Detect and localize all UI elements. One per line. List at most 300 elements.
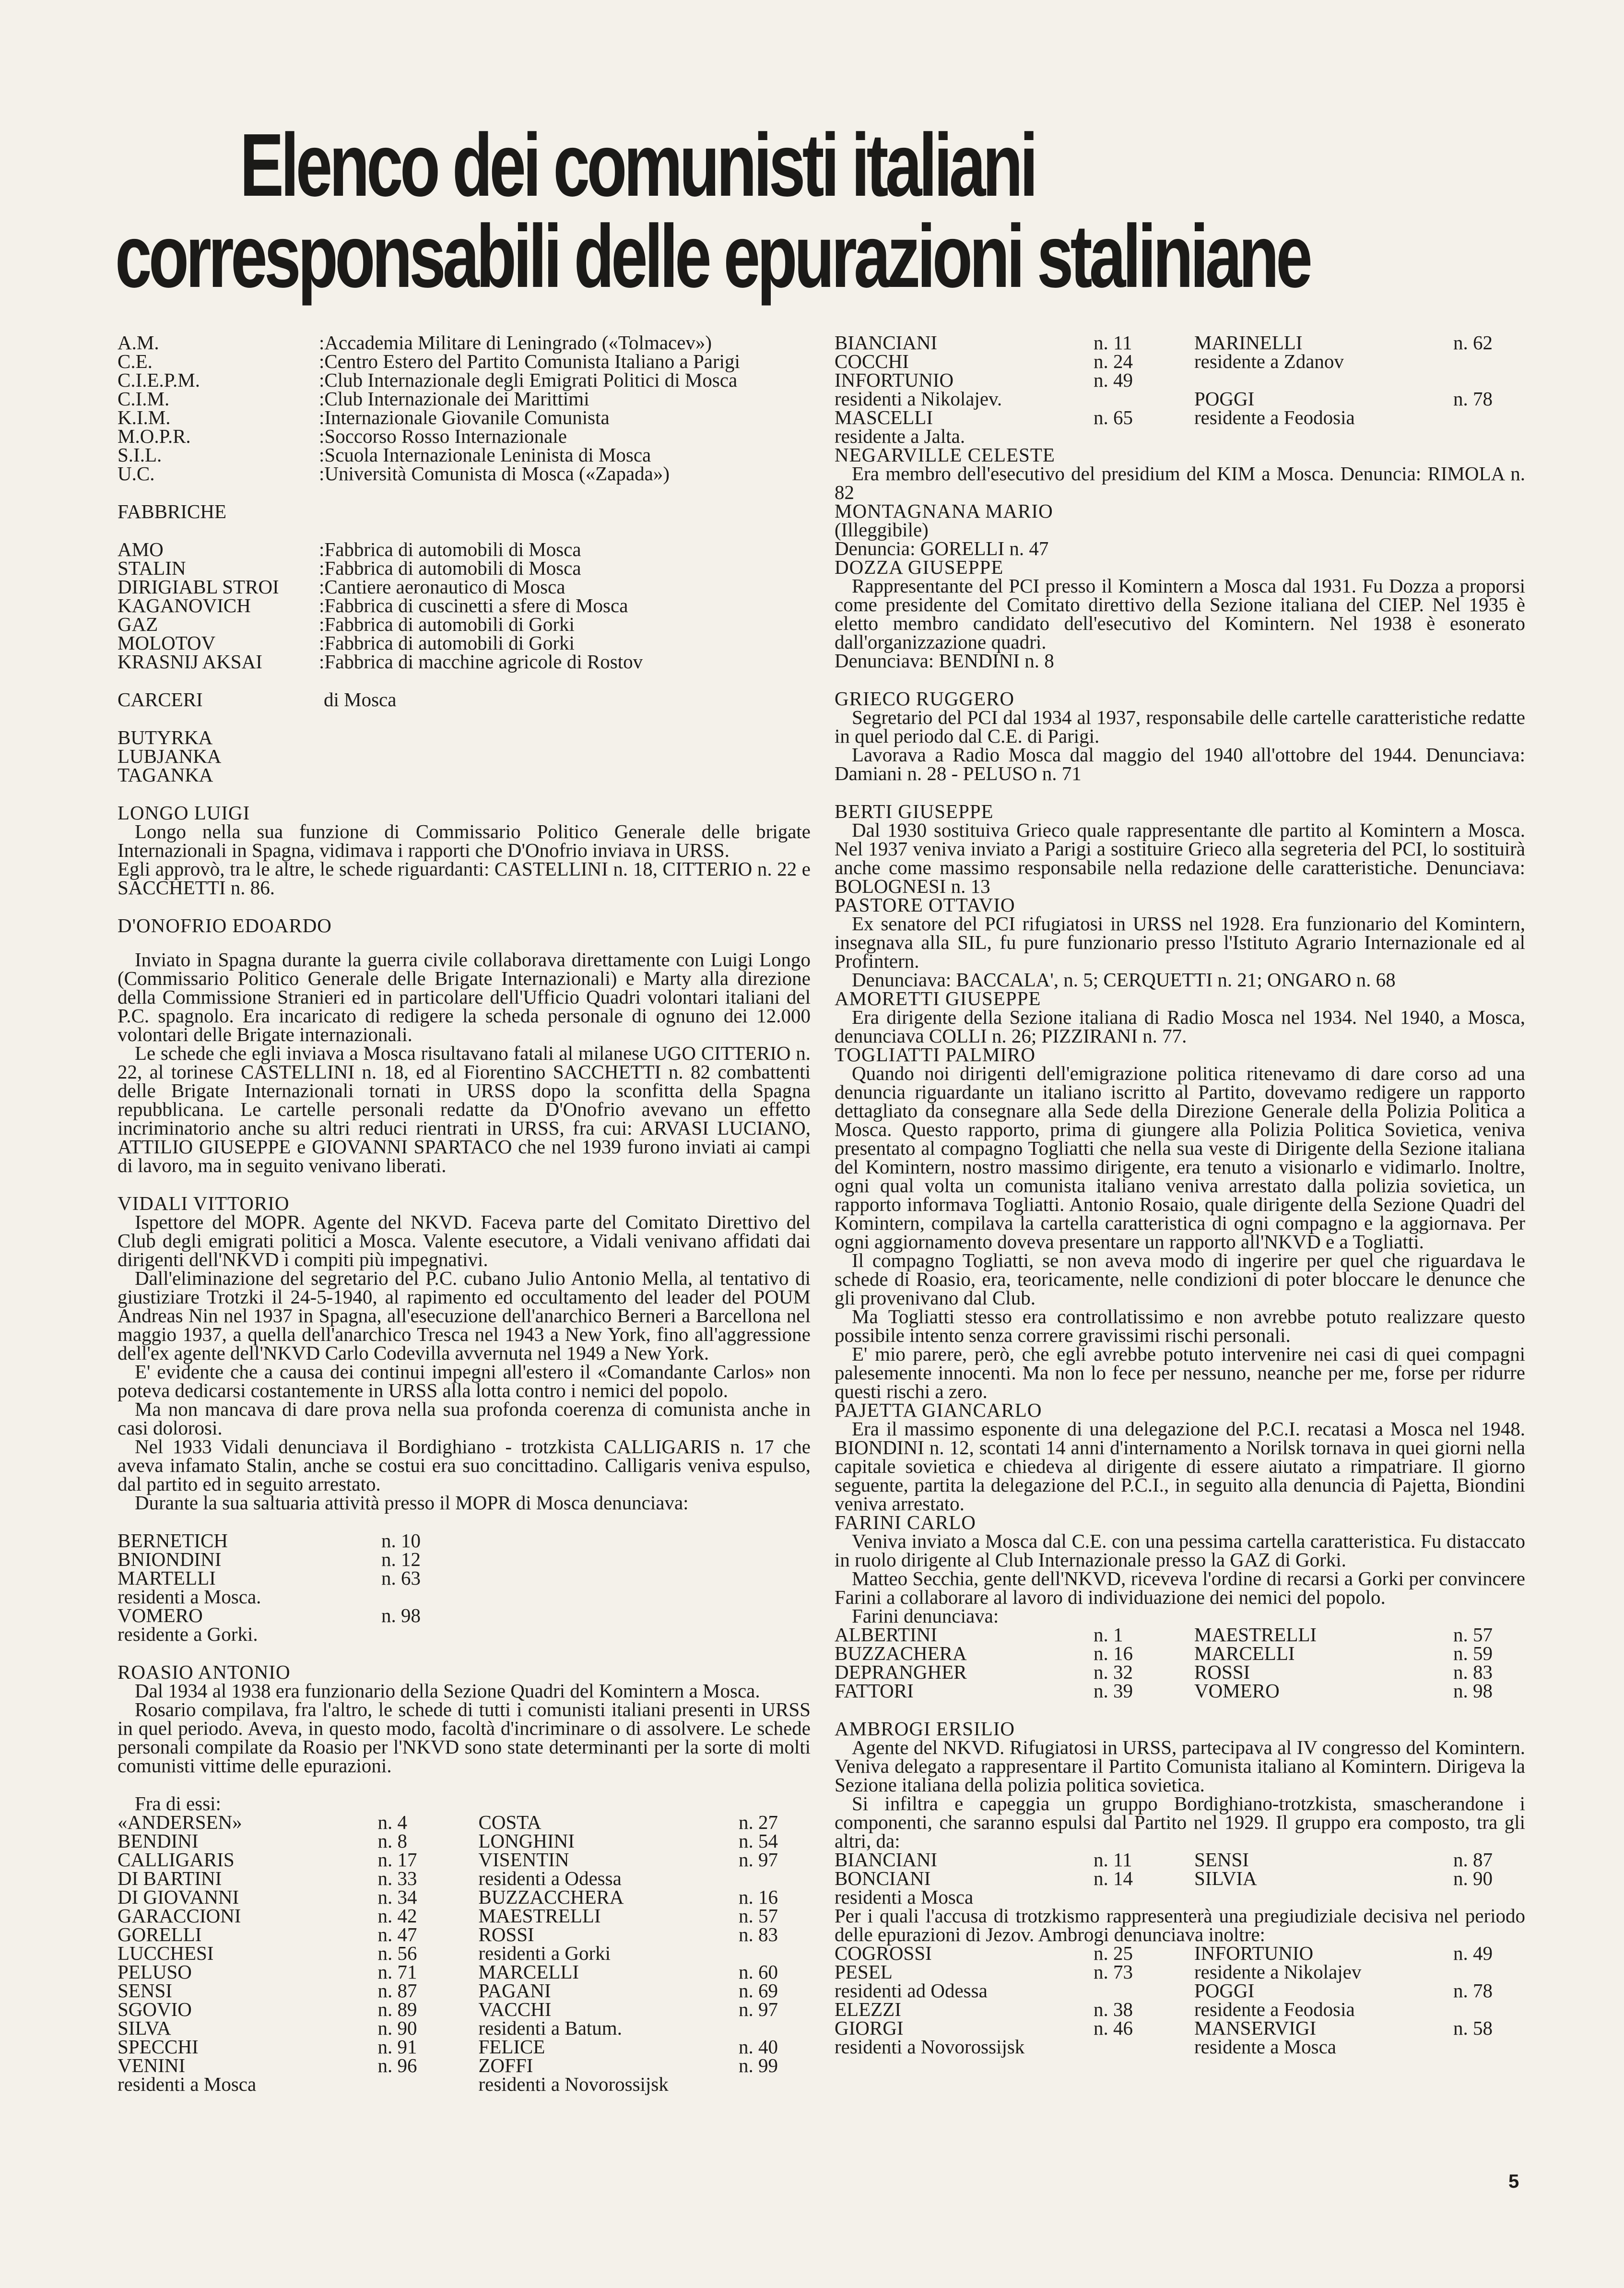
list-item [118, 2038, 450, 2056]
list-item-key: C.I.E.P.M. [118, 369, 200, 391]
entry-text: Fra di essi: [135, 1792, 221, 1814]
list-item [835, 1682, 1165, 1700]
list-item-number: n. 16 [1094, 1642, 1133, 1664]
list-item-number: n. 34 [377, 1886, 417, 1908]
list-item-name: BIANCIANI [835, 1849, 938, 1871]
list-item-name: ALBERTINI [835, 1624, 937, 1646]
list-item-value: :Internazionale Giovanile Comunista [319, 406, 610, 428]
list-item-name: ELEZZI [835, 1998, 901, 2020]
list-item-value: :Club Internazionale degli Emigrati Politici di Mosca [319, 369, 738, 391]
list-item-number: n. 97 [739, 1998, 778, 2020]
list-item-value: :Soccorso Rosso Internazionale [319, 425, 567, 447]
list-item [1194, 2000, 1525, 2019]
list-item-name: BUZZACHERA [835, 1642, 967, 1664]
entry-berti [835, 802, 1525, 896]
entry-amoretti [835, 989, 1525, 1045]
list-item-name: DI GIOVANNI [118, 1886, 239, 1908]
list-item-name: residenti a Mosca. [118, 1586, 261, 1608]
list-item-number: n. 60 [739, 1961, 778, 1983]
list-item-key: A.M. [118, 332, 159, 354]
list-item-name: PELUSO [118, 1961, 192, 1983]
entry-text: Le schede che egli inviava a Mosca risultavano fatali al milanese UGO CITTERIO n. 22, al torinese CASTELLINI n. 18, ed al Fiorentino SACCHETTI n. 82 combattenti delle Brigate Internazionali tornati in URSS dopo la sconfitta della Spagna repubblicana. Le cartelle personali redatte da D'Onofrio avevano un effetto incriminatorio anche su altri reduci rientrati in URSS, fra cui: ARVASI LUCIANO, ATTILIO GIUSEPPE e GIOVANNI SPARTACO che nel 1939 furono inviati ai campi di lavoro, ma in seguito venivano liberati. [118, 1042, 811, 1176]
entry-name: AMBROGI ERSILIO [835, 1718, 1015, 1740]
list-item-name: SILVA [118, 2017, 171, 2039]
list-item-value: :Fabbrica di automobili di Gorki [319, 632, 575, 654]
entry-text: Agente del NKVD. Rifugiatosi in URSS, partecipava al IV congresso del Komintern. Veniva delegato a rappresentare il Partito Comunista italiano al Komintern. Dirigeva la Sezione italiana della polizia politica sovietica. [835, 1736, 1525, 1796]
entry-text: Durante la sua saltuaria attività presso il MOPR di Mosca denunciava: [135, 1492, 689, 1514]
list-item-name: LUCCHESI [118, 1942, 214, 1964]
entry-text: Per i quali l'accusa di trotzkismo rappresenterà una pregiudiziale decisiva nel periodo delle epurazioni di Jezov. Ambrogi denunciava inoltre: [835, 1905, 1525, 1945]
list-item [118, 2000, 450, 2019]
farini-lists [835, 1625, 1525, 1700]
entry-text: Ma Togliatti stesso era controllatissimo e non avrebbe potuto realizzare questo possibile intento senza correre gravissimi rischi personali. [835, 1305, 1525, 1346]
list-item-number: n. 90 [1453, 1867, 1493, 1889]
list-item [1194, 1663, 1525, 1682]
ambrogi-list-1b [1194, 1850, 1525, 1907]
list-item-key: AMO [118, 538, 164, 560]
list-item [118, 2056, 450, 2075]
fabbriche-list [118, 540, 811, 671]
entry-text: Denunciava: BENDINI n. 8 [835, 650, 1054, 672]
ambrogi-list-2a [835, 1944, 1165, 2056]
list-item-number: n. 98 [1453, 1680, 1493, 1702]
list-item [118, 1925, 450, 1944]
left-column [118, 333, 811, 2094]
list-item-name: BNIONDINI [118, 1548, 222, 1570]
right-column [835, 333, 1525, 2056]
list-item-name: ROSSI [478, 1923, 534, 1945]
list-item [1194, 1625, 1525, 1644]
list-item-name: SENSI [1194, 1849, 1249, 1871]
list-item [118, 1531, 453, 1550]
list-item-number: n. 73 [1094, 1961, 1133, 1983]
entry-name: MONTAGNANA MARIO [835, 500, 1053, 522]
headline [115, 116, 1535, 321]
list-item-name: residenti a Mosca [118, 2073, 257, 2095]
list-item-name: MAESTRELLI [1194, 1624, 1317, 1646]
list-item [118, 1850, 450, 1869]
list-item-number: n. 96 [377, 2054, 417, 2076]
ambrogi-lists-1 [835, 1850, 1525, 1907]
list-item-key: C.I.M. [118, 388, 170, 410]
list-item-name: residente a Mosca [1194, 2036, 1336, 2058]
entry-text: Quando noi dirigenti dell'emigrazione politica ritenevamo di dare corso ad una denuncia riguardante un italiano iscritto al Partito, dovevamo redigere un rapporto dettagliato da consegnare alla Sede della Direzione Generale della Polizia Politica a Mosca. Questo rapporto, prima di giungere alla Polizia Politica Sovietica, veniva presentato al compagno Togliatti che nella sua veste di Dirigente della Sezione italiana del Komintern, nostro massimo dirigente, era tenuto a visionarlo e vidimarlo. Inoltre, ogni qual volta un comunista italiano veniva arrestato dalla polizia sovietica, un rapporto informava Togliatti. Antonio Rosaio, quale dirigente della Sezione Quadri del Komintern, compilava la cartella caratteristica di ogni compagno e la aggiornava. Per ogni aggiornamento doveva presentare un rapporto all'NKVD e a Togliatti. [835, 1062, 1525, 1253]
entry-text: Longo nella sua funzione di Commissario Politico Generale delle brigate Internazionali in Spagna, vidimava i rapporti che D'Onofrio inviava in URSS. [118, 820, 811, 861]
entry-text: Farini denunciava: [852, 1605, 999, 1627]
entry-text: Egli approvò, tra le altre, le schede riguardanti: CASTELLINI n. 18, CITTERIO n. 22 e SACCHETTI n. 86. [118, 858, 811, 899]
list-item-key: GAZ [118, 613, 158, 635]
entry-ambrogi [835, 1719, 1525, 2056]
list-item [1194, 390, 1525, 408]
list-item-name: SENSI [118, 1980, 172, 2002]
list-item-number: n. 10 [381, 1529, 421, 1552]
list-item [835, 1625, 1165, 1644]
list-item [118, 1944, 450, 1963]
list-item-value: :Università Comunista di Mosca («Zapada») [319, 462, 670, 485]
list-item-key: C.E. [118, 350, 153, 372]
list-item-number: n. 87 [1453, 1849, 1493, 1871]
entry-name: AMORETTI GIUSEPPE [835, 987, 1041, 1009]
list-item [118, 1813, 450, 1832]
list-item-name: residenti a Nikolajev. [835, 388, 1002, 410]
list-item-name: FELICE [478, 2036, 545, 2058]
list-item-key: S.I.L. [118, 444, 162, 466]
list-item [479, 1888, 811, 1907]
farini-list-a [835, 1625, 1165, 1700]
entry-name: D'ONOFRIO EDOARDO [118, 914, 332, 937]
list-item-number: n. 91 [377, 2036, 417, 2058]
abbreviation-list [118, 333, 811, 483]
list-item-name: VOMERO [118, 1604, 203, 1626]
list-item-name: BUZZACCHERA [478, 1886, 624, 1908]
ambrogi-lists-2 [835, 1944, 1525, 2056]
farini-list-b [1194, 1625, 1525, 1700]
list-item-name: MANSERVIGI [1194, 2017, 1317, 2039]
list-item-number: n. 87 [377, 1980, 417, 2002]
list-item-number: n. 49 [1094, 369, 1133, 391]
entry-text: Veniva inviato a Mosca dal C.E. con una pessima cartella caratteristica. Fu distaccato in ruolo dirigente al Club Internazionale presso la GAZ di Gorki. [835, 1530, 1525, 1571]
list-item [118, 2075, 450, 2094]
list-item [835, 352, 1165, 371]
list-item [118, 1963, 450, 1981]
list-item-name: residente a Gorki. [118, 1623, 258, 1645]
list-item [479, 1850, 811, 1869]
list-item [118, 1869, 450, 1888]
list-item [1194, 1963, 1525, 1981]
list-item-number: n. 89 [377, 1998, 417, 2020]
entry-name: NEGARVILLE CELESTE [835, 444, 1055, 466]
list-item-name: COCCHI [835, 350, 909, 372]
list-item-name: residente a Jalta. [835, 425, 965, 447]
list-item-value: :Centro Estero del Partito Comunista Italiano a Parigi [319, 350, 740, 372]
list-item-name: BENDINI [118, 1830, 199, 1852]
list-item-number: n. 62 [1453, 332, 1493, 354]
list-item [1194, 352, 1525, 371]
entry-farini [835, 1513, 1525, 1700]
entry-name: BERTI GIUSEPPE [835, 800, 994, 822]
list-item-number: n. 8 [377, 1830, 407, 1852]
right-top-list-b [1194, 333, 1525, 446]
list-item-name: CALLIGARIS [118, 1849, 235, 1871]
list-item-name: residenti a Mosca [835, 1886, 974, 1908]
list-item [1194, 1944, 1525, 1963]
list-item-name: residenti a Novorossijsk [835, 2036, 1025, 2058]
headline-line-2: corresponsabili delle epurazioni staliniane [115, 207, 1310, 306]
entry-text: Si infiltra e capeggia un gruppo Bordighiano-trotzkista, smascherandone i componenti, che saranno espulsi dal Partito nel 1929. Il gruppo era composto, tra gli altri, da: [835, 1792, 1525, 1852]
list-item-name: BERNETICH [118, 1529, 228, 1552]
entry-text: Lavorava a Radio Mosca dal maggio del 1940 all'ottobre del 1944. Denunciava: Damiani n. 28 - PELUSO n. 71 [835, 744, 1525, 784]
entry-donofrio [118, 916, 811, 1175]
list-item [1194, 333, 1525, 352]
roasio-lists [118, 1813, 811, 2094]
list-item [835, 1944, 1165, 1963]
list-item-key: M.O.P.R. [118, 425, 191, 447]
list-item-name [1194, 371, 1525, 390]
list-item-number: n. 32 [1094, 1661, 1133, 1683]
right-top-list-a [835, 333, 1165, 446]
entry-text: E' mio parere, però, che egli avrebbe potuto intervenire nei casi di quei compagni palesemente innocenti. Ma non lo fece per nessuno, neanche per me, forse per ridurre questi rischi a zero. [835, 1343, 1525, 1402]
ambrogi-list-2b [1194, 1944, 1525, 2056]
list-item-name: VACCHI [478, 1998, 552, 2020]
carceri-sub: di Mosca [324, 688, 397, 711]
list-item-number: n. 40 [739, 2036, 778, 2058]
list-item [1194, 1644, 1525, 1663]
list-item [835, 2019, 1165, 2038]
list-item-name: INFORTUNIO [1194, 1942, 1314, 1964]
list-item [479, 1981, 811, 2000]
entry-text: Era dirigente della Sezione italiana di Radio Mosca nel 1934. Nel 1940, a Mosca, denunciava COLLI n. 26; PIZZIRANI n. 77. [835, 1006, 1525, 1047]
entry-pastore [835, 896, 1525, 989]
entry-negarville [835, 446, 1525, 502]
list-item-number: n. 46 [1094, 2017, 1133, 2039]
list-item-number: n. 12 [381, 1548, 421, 1570]
list-item [479, 1832, 811, 1850]
list-item-name: INFORTUNIO [835, 369, 954, 391]
list-item-name: GORELLI [118, 1923, 202, 1945]
entry-vidali [118, 1194, 811, 1644]
page-number: 5 [1508, 2171, 1519, 2192]
list-item: TAGANKA [118, 764, 213, 786]
list-item-value: :Accademia Militare di Leningrado («Tolmacev») [319, 332, 712, 354]
list-item-name: residente a Nikolajev [1194, 1961, 1362, 1983]
list-item-key: DIRIGIABL STROI [118, 576, 279, 598]
list-item [479, 2056, 811, 2075]
list-item-number: n. 57 [1453, 1624, 1493, 1646]
list-item [479, 1813, 811, 1832]
list-item-number: n. 83 [1453, 1661, 1493, 1683]
list-item-name: GIORGI [835, 2017, 904, 2039]
entry-longo [118, 804, 811, 897]
list-item-number: n. 69 [739, 1980, 778, 2002]
list-item: LUBJANKA [118, 745, 222, 767]
list-item [835, 333, 1165, 352]
entry-dozza [835, 558, 1525, 670]
list-item [479, 2019, 811, 2038]
entry-name: LONGO LUIGI [118, 802, 250, 824]
list-item [118, 1981, 450, 2000]
list-item-name: ZOFFI [478, 2054, 533, 2076]
list-item [118, 1888, 450, 1907]
list-item-number: n. 63 [381, 1567, 421, 1589]
list-item [1194, 1869, 1525, 1888]
list-item-name: DEPRANGHER [835, 1661, 967, 1683]
entry-name: GRIECO RUGGERO [835, 688, 1015, 710]
list-item-name: POGGI [1194, 388, 1255, 410]
list-item-name: SILVIA [1194, 1867, 1257, 1889]
list-item-value: :Scuola Internazionale Leninista di Mosca [319, 444, 651, 466]
list-item [1194, 2019, 1525, 2038]
list-item-key: KAGANOVICH [118, 594, 251, 616]
entry-text: Segretario del PCI dal 1934 al 1937, responsabile delle cartelle caratteristiche redatte in quel periodo dal C.E. di Parigi. [835, 706, 1525, 747]
list-item [118, 1907, 450, 1925]
list-item: BUTYRKA [118, 726, 213, 748]
carceri-title: CARCERI [118, 688, 203, 711]
list-item [835, 2038, 1165, 2056]
list-item-number: n. 78 [1453, 1980, 1493, 2002]
list-item-name: SPECCHI [118, 2036, 199, 2058]
entry-text: Il compagno Togliatti, se non aveva modo di ingerire per quel che riguardava le schede di Roasio, era, teoricamente, nelle condizioni di poter bloccare le denunce che gli provenivano dal Club. [835, 1249, 1525, 1309]
list-item [1194, 1682, 1525, 1700]
list-item-name: «ANDERSEN» [118, 1811, 242, 1833]
list-item-number: n. 33 [377, 1867, 417, 1889]
right-top-lists [835, 333, 1525, 446]
entry-text: Denunciava: BACCALA', n. 5; CERQUETTI n. 21; ONGARO n. 68 [852, 969, 1396, 991]
list-item [118, 1832, 450, 1850]
entry-text: Era il massimo esponente di una delegazione del P.C.I. recatasi a Mosca nel 1948. BIONDINI n. 12, scontati 14 anni d'internamento a Norilsk tornava in quei giorni nella capitale sovietica e chiedeva al dirigente di essere aiutato a rimpatriare. Il giorno seguente, partita la delegazione del P.C.I., in seguito alla denuncia di Pajetta, Biondini veniva arrestato. [835, 1418, 1525, 1515]
entry-togliatti [835, 1045, 1525, 1401]
list-item [1194, 1981, 1525, 2000]
entry-sub: (Illeggibile) [835, 519, 929, 541]
list-item-name: MAESTRELLI [478, 1905, 601, 1927]
entry-text: Inviato in Spagna durante la guerra civile collaborava direttamente con Luigi Longo (Commissario Politico Generale delle Brigate Internazionali) e Marty alla direzione della Commissione Stranieri ed in particolare dell'Ufficio Quadri volontari italiani del P.C. spagnolo. Era incaricato di redigere la scheda personale di ognuno dei 12.000 volontari delle Brigate internazionali. [118, 948, 811, 1045]
list-item-name: SGOVIO [118, 1998, 192, 2020]
entry-name: VIDALI VITTORIO [118, 1192, 290, 1214]
list-item-name: ROSSI [1194, 1661, 1250, 1683]
list-item-name: PESEL [835, 1961, 893, 1983]
list-item-value: :Fabbrica di cuscinetti a sfere di Mosca [319, 594, 628, 616]
list-item-name: LONGHINI [478, 1830, 575, 1852]
entry-text: Ma non mancava di dare prova nella sua profonda coerenza di comunista anche in casi dolorosi. [118, 1398, 811, 1439]
list-item-number: n. 1 [1094, 1624, 1123, 1646]
list-item-value: :Club Internazionale dei Marittimi [319, 388, 589, 410]
list-item-name: residenti a Gorki [478, 1942, 611, 1964]
list-item-name: residenti a Batum. [478, 2017, 622, 2039]
entry-name: PAJETTA GIANCARLO [835, 1399, 1042, 1421]
list-item-name: MARCELLI [478, 1961, 579, 1983]
list-item-name: VOMERO [1194, 1680, 1280, 1702]
list-item [479, 1869, 811, 1888]
entry-montagnana [835, 502, 1525, 558]
list-item-number: n. 47 [377, 1923, 417, 1945]
list-item-value: :Fabbrica di macchine agricole di Rostov [319, 651, 643, 673]
list-item-number: n. 42 [377, 1905, 417, 1927]
entry-text: Ispettore del MOPR. Agente del NKVD. Faceva parte del Comitato Direttivo del Club degli emigrati politici a Mosca. Valente esecutore, a Vidali venivano affidati dai dirigenti dell'NKVD i compiti più impegnativi. [118, 1211, 811, 1270]
list-item-key: STALIN [118, 557, 186, 579]
list-item [118, 1550, 453, 1569]
list-item [835, 408, 1165, 427]
list-item-name: MASCELLI [835, 406, 933, 428]
entry-text: Rosario compilava, fra l'altro, le schede di tutti i comunisti italiani presenti in URSS in quel periodo. Aveva, in questo modo, facoltà d'incriminare o di assolvere. Le schede personali compilate da Roasio per l'NKVD sono state determinanti per la sorte di molti comunisti vittime delle epurazioni. [118, 1698, 811, 1777]
list-item-number: n. 90 [377, 2017, 417, 2039]
list-item-number: n. 49 [1453, 1942, 1493, 1964]
entry-name: TOGLIATTI PALMIRO [835, 1043, 1036, 1066]
list-item-name: MARINELLI [1194, 332, 1303, 354]
list-item-name: residente a Feodosia [1194, 1998, 1355, 2020]
list-item-number: n. 54 [739, 1830, 778, 1852]
entry-text: Dall'eliminazione del segretario del P.C. cubano Julio Antonio Mella, al tentativo di giustiziare Trotzki il 24-5-1940, al rapimento ed occultamento del leader del POUM Andreas Nin nel 1937 in Spagna, all'esecuzione dell'anarchico Berneri a Barcellona nel maggio 1937, a quella dell'anarchico Tresca nel 1943 a New York, fino all'aggressione dell'ex agente dell'NKVD Carlo Codevilla avvernuta nel 1949 a New York. [118, 1267, 811, 1364]
list-item-value: :Fabbrica di automobili di Mosca [319, 557, 581, 579]
list-item-name: FATTORI [835, 1680, 914, 1702]
list-item-name: residenti a Odessa [478, 1867, 622, 1889]
roasio-list-a [118, 1813, 450, 2094]
carceri-header [118, 690, 811, 709]
list-item-name: residenti ad Odessa [835, 1980, 988, 2002]
list-item-number: n. 11 [1094, 332, 1132, 354]
list-item-name: COGROSSI [835, 1942, 932, 1964]
carceri-list [118, 728, 811, 784]
list-item [835, 2000, 1165, 2019]
list-item [479, 2000, 811, 2019]
entry-roasio [118, 1663, 811, 2094]
list-item [479, 1963, 811, 1981]
ambrogi-list-1a [835, 1850, 1165, 1907]
list-item [835, 390, 1165, 408]
list-item-name: BIANCIANI [835, 332, 938, 354]
list-item-name: POGGI [1194, 1980, 1255, 2002]
list-item-number: n. 56 [377, 1942, 417, 1964]
list-item-number: n. 59 [1453, 1642, 1493, 1664]
list-item-number: n. 4 [377, 1811, 407, 1833]
roasio-list-b [479, 1813, 811, 2094]
headline-line-1: Elenco dei comunisti italiani [240, 116, 1035, 215]
list-item-name: residente a Feodosia [1194, 406, 1355, 428]
list-item-number: n. 99 [739, 2054, 778, 2076]
list-item [1194, 2038, 1525, 2056]
list-item-name: residenti a Novorossijsk [478, 2073, 669, 2095]
list-item-value: :Cantiere aeronautico di Mosca [319, 576, 565, 598]
list-item-name: COSTA [478, 1811, 541, 1833]
entry-text: Matteo Secchia, gente dell'NKVD, riceveva l'ordine di recarsi a Gorki per convincere Farini a collaborare al lavoro di individuazione dei nemici del popolo. [835, 1567, 1525, 1608]
list-item [835, 371, 1165, 390]
list-item-name: residente a Zdanov [1194, 350, 1344, 372]
list-item [835, 1644, 1165, 1663]
list-item-number: n. 98 [381, 1604, 421, 1626]
list-item-name: VISENTIN [478, 1849, 569, 1871]
list-item-key: MOLOTOV [118, 632, 216, 654]
list-item-number: n. 83 [739, 1923, 778, 1945]
list-item [835, 1888, 1165, 1907]
list-item-number: n. 78 [1453, 388, 1493, 410]
entry-pajetta [835, 1401, 1525, 1513]
entry-text: Era membro dell'esecutivo del presidium del KIM a Mosca. Denuncia: RIMOLA n. 82 [835, 462, 1525, 503]
list-item [479, 1925, 811, 1944]
entry-text: Dal 1934 al 1938 era funzionario della Sezione Quadri del Komintern a Mosca. [135, 1680, 760, 1702]
list-item [1194, 408, 1525, 427]
list-item [479, 1907, 811, 1925]
list-item-key: KRASNIJ AKSAI [118, 651, 262, 673]
list-item [118, 1625, 453, 1644]
list-item [835, 427, 1165, 446]
list-item-value: :Fabbrica di automobili di Mosca [319, 538, 581, 560]
list-item-number: n. 39 [1094, 1680, 1133, 1702]
list-item-number: n. 58 [1453, 2017, 1493, 2039]
list-item-number: n. 65 [1094, 406, 1133, 428]
list-item [835, 1850, 1165, 1869]
entry-text: Nel 1933 Vidali denunciava il Bordighiano - trotzkista CALLIGARIS n. 17 che aveva infamato Stalin, anche se costui era suo concittadino. Calligaris veniva espulso, dal partito ed in seguito arrestato. [118, 1435, 811, 1495]
list-item-number: n. 16 [739, 1886, 778, 1908]
list-item [118, 1569, 453, 1588]
entry-text: E' evidente che a causa dei continui impegni all'estero il «Comandante Carlos» non poteva dedicarsi costantemente in URSS alla lotta contro i nemici del popolo. [118, 1361, 811, 1401]
entry-text: Ex senatore del PCI rifugiatosi in URSS nel 1928. Era funzionario del Komintern, insegnava alla SIL, fu pure funzionario presso l'Istituto Agrario Internazionale ed al Profintern. [835, 913, 1525, 972]
entry-text: Denuncia: GORELLI n. 47 [835, 537, 1049, 559]
list-item-number: n. 11 [1094, 1849, 1132, 1871]
entry-name: DOZZA GIUSEPPE [835, 556, 1004, 578]
list-item [1194, 1850, 1525, 1869]
list-item-number: n. 97 [739, 1849, 778, 1871]
list-item-number: n. 71 [377, 1961, 417, 1983]
list-item-number: n. 57 [739, 1905, 778, 1927]
entry-text: Dal 1930 sostituiva Grieco quale rappresentante dle partito al Komintern a Mosca. Nel 1937 veniva inviato a Parigi a sostituire Grieco alla segreteria del PCI, lo sostituirà anche come massimo responsabile nella redazione delle caratteristiche. Denunciava: BOLOGNESI n. 13 [835, 819, 1525, 897]
list-item [118, 1606, 453, 1625]
list-item-number: n. 27 [739, 1811, 778, 1833]
list-item [118, 1588, 453, 1606]
list-item [479, 2038, 811, 2056]
list-item-value: :Fabbrica di automobili di Gorki [319, 613, 575, 635]
list-item-number: n. 17 [377, 1849, 417, 1871]
entry-text: Rappresentante del PCI presso il Komintern a Mosca dal 1931. Fu Dozza a proporsi come presidente del Comitato direttivo della Sezione italiana del CIEP. Nel 1935 è eletto membro candidato dell'esecutivo del Komintern. Nel 1938 è esonerato dall'organizzazione quadri. [835, 575, 1525, 653]
entry-name: FARINI CARLO [835, 1511, 976, 1533]
list-item-name: BONCIANI [835, 1867, 931, 1889]
